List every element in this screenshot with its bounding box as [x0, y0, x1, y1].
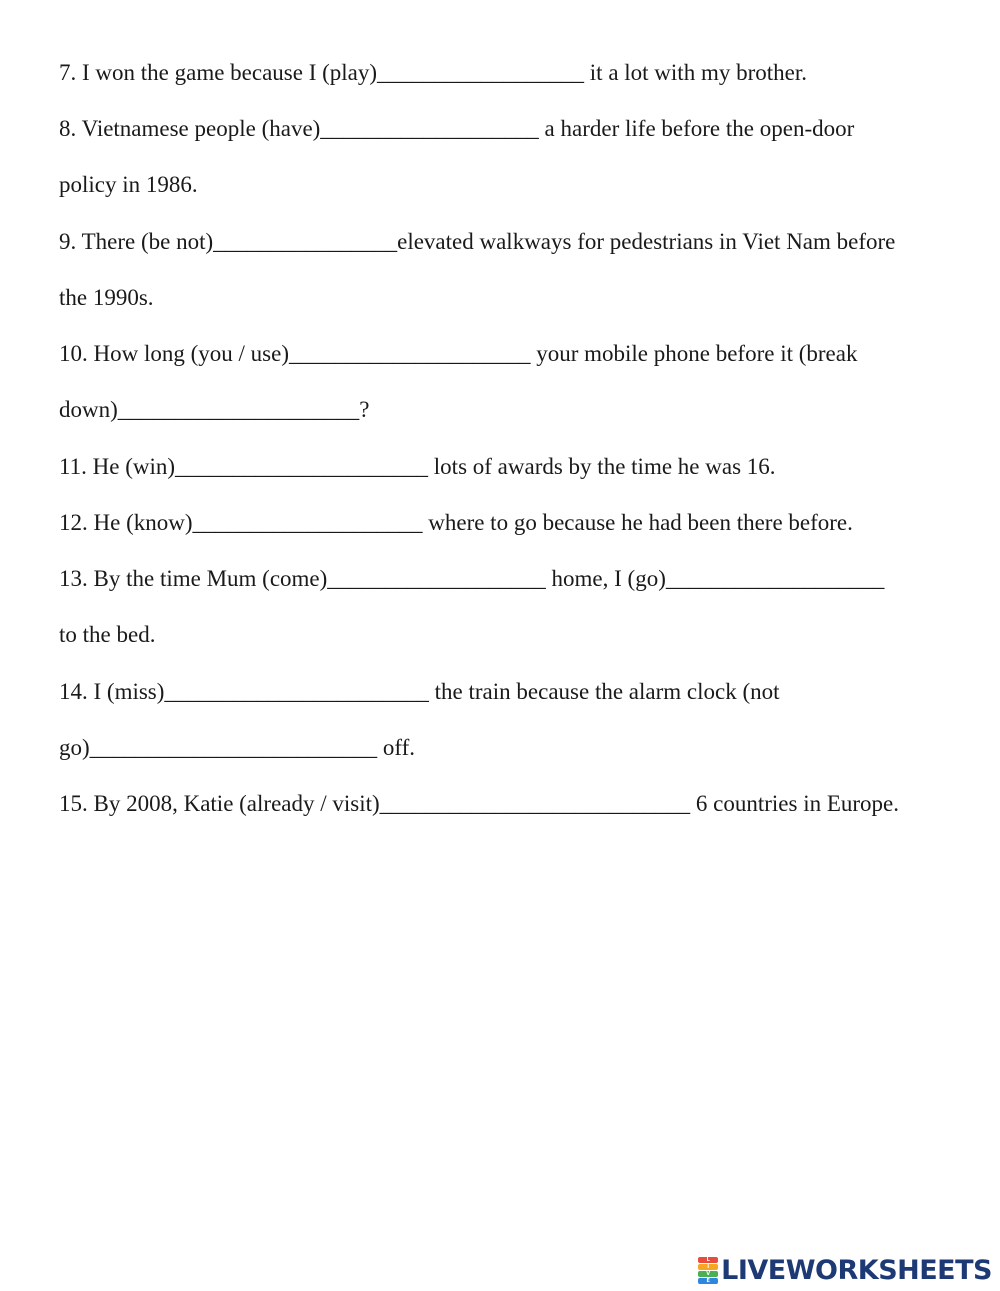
question-13-continued: to the bed.	[59, 622, 156, 647]
logo-icon-letter: E	[698, 1278, 718, 1284]
logo-icon-letter: I	[698, 1264, 718, 1270]
question-8: 8. Vietnamese people (have)___________________ a harder life before the open-door	[59, 116, 855, 141]
question-15: 15. By 2008, Katie (already / visit)___________________________ 6 countries in Europe.	[59, 791, 900, 816]
logo-icon-letter: V	[698, 1271, 718, 1277]
question-14: 14. I (miss)_______________________ the train because the alarm clock (not	[59, 679, 780, 704]
question-11: 11. He (win)______________________ lots of awards by the time he was 16.	[59, 454, 776, 479]
liveworksheets-logo-icon	[698, 1257, 718, 1283]
question-7: 7. I won the game because I (play)__________________ it a lot with my brother.	[59, 60, 807, 85]
question-13: 13. By the time Mum (come)___________________ home, I (go)___________________	[59, 566, 885, 591]
question-9-continued: the 1990s.	[59, 285, 154, 310]
question-9: 9. There (be not)________________elevated walkways for pedestrians in Viet Nam before	[59, 229, 896, 254]
question-14-continued: go)_________________________ off.	[59, 735, 416, 760]
liveworksheets-logo-text: LIVEWORKSHEETS	[721, 1254, 992, 1286]
question-8-continued: policy in 1986.	[59, 172, 198, 197]
question-12: 12. He (know)____________________ where to go because he had been there before.	[59, 510, 853, 535]
question-10: 10. How long (you / use)_____________________ your mobile phone before it (break	[59, 341, 858, 366]
liveworksheets-logo[interactable]	[698, 1253, 992, 1287]
logo-icon-letter: L	[698, 1257, 718, 1263]
question-10-continued: down)_____________________?	[59, 397, 370, 422]
